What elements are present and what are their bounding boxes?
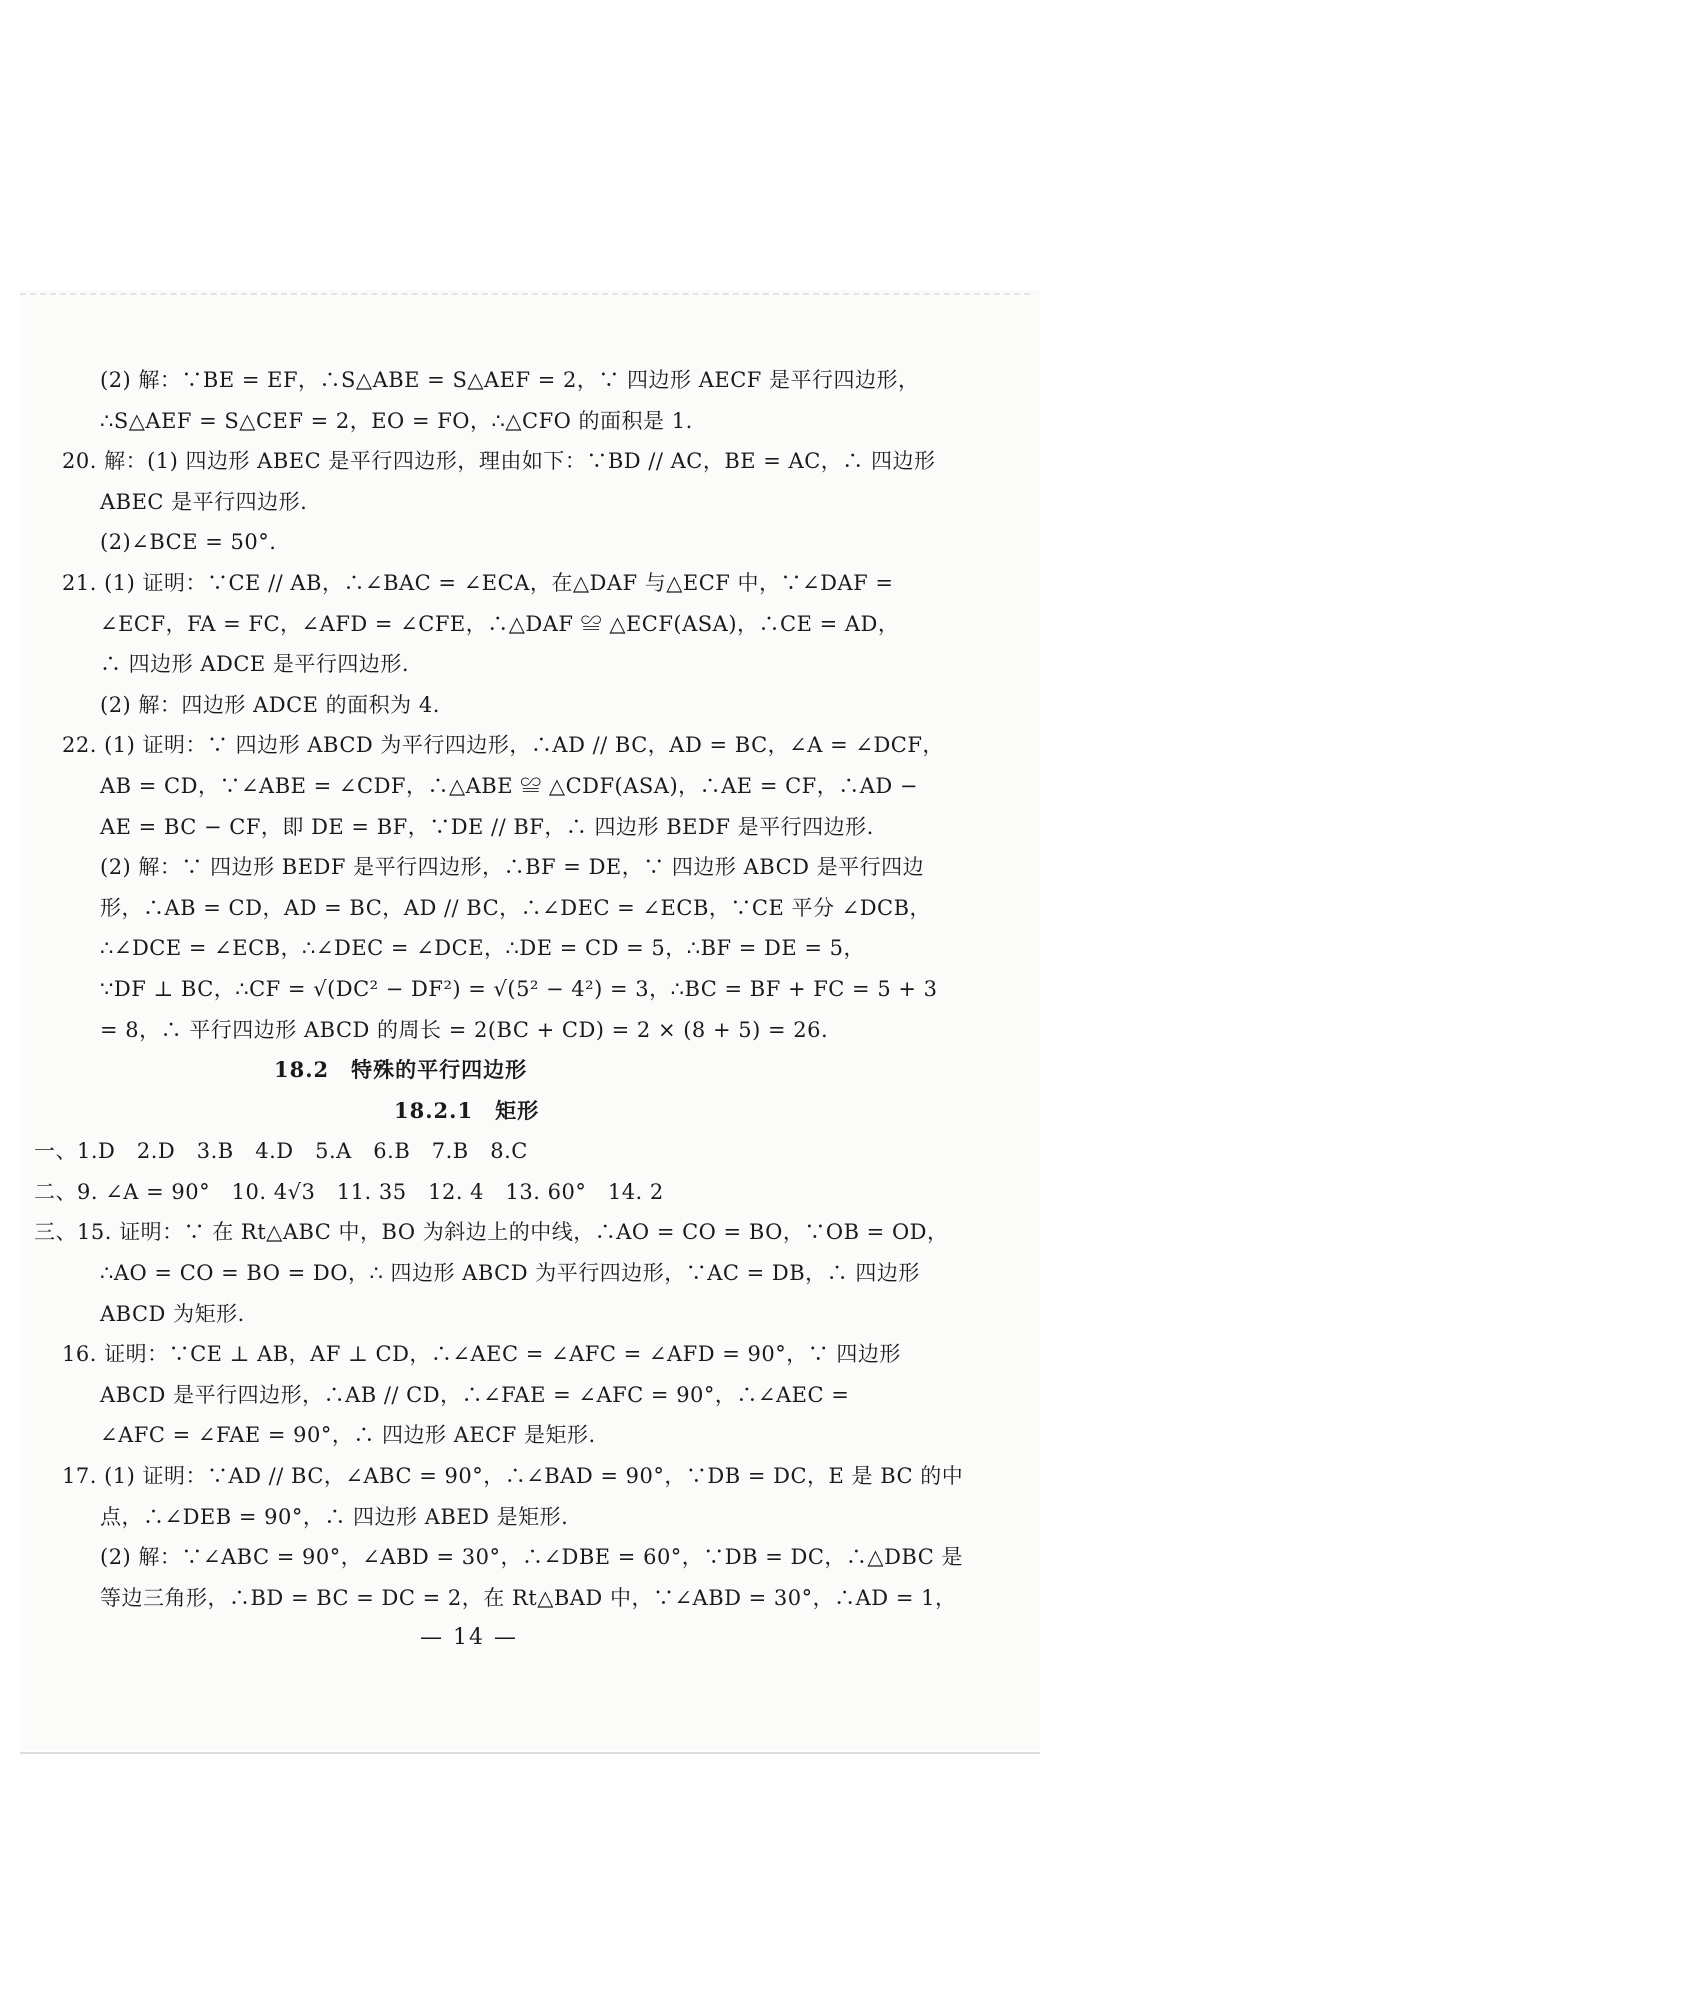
text-line: ABCD 是平行四边形，∴AB // CD，∴∠FAE = ∠AFC = 90°，∴∠AEC = bbox=[100, 1382, 850, 1407]
text-line: ∴ 四边形 ADCE 是平行四边形. bbox=[100, 652, 410, 677]
text-line: 三、15. 证明：∵ 在 Rt△ABC 中，BO 为斜边上的中线，∴AO = CO = BO，∵OB = OD， bbox=[34, 1220, 949, 1245]
text-line: 形，∴AB = CD，AD = BC，AD // BC，∴∠DEC = ∠ECB，∵CE 平分 ∠DCB， bbox=[100, 895, 932, 920]
text-line: 17. (1) 证明：∵AD // BC，∠ABC = 90°，∴∠BAD = 90°，∵DB = DC，E 是 BC 的中 bbox=[62, 1464, 964, 1489]
text-line: (2) 解：∵ 四边形 BEDF 是平行四边形，∴BF = DE，∵ 四边形 ABCD 是平行四边 bbox=[100, 855, 925, 880]
text-line: AB = CD，∵∠ABE = ∠CDF，∴△ABE ≌ △CDF(ASA)，∴AE = CF，∴AD − bbox=[100, 773, 918, 798]
text-line: 18.2 特殊的平行四边形 bbox=[274, 1057, 528, 1083]
text-line: ABEC 是平行四边形. bbox=[100, 489, 308, 514]
text-line: 二、9. ∠A = 90° 10. 4√3 11. 35 12. 4 13. 60° 14. 2 bbox=[34, 1179, 664, 1204]
page-number: — 14 — bbox=[420, 1625, 518, 1650]
text-line: 点，∴∠DEB = 90°，∴ 四边形 ABED 是矩形. bbox=[100, 1504, 569, 1529]
text-line: ∴AO = CO = BO = DO，∴ 四边形 ABCD 为平行四边形，∵AC = DB，∴ 四边形 bbox=[100, 1261, 920, 1286]
text-line: (2) 解：∵BE = EF，∴S△ABE = S△AEF = 2，∵ 四边形 AECF 是平行四边形， bbox=[100, 368, 920, 392]
text-line: 16. 证明：∵CE ⊥ AB，AF ⊥ CD，∴∠AEC = ∠AFC = ∠AFD = 90°，∵ 四边形 bbox=[62, 1342, 901, 1367]
text-line: AE = BC − CF，即 DE = BF，∵DE // BF，∴ 四边形 BEDF 是平行四边形. bbox=[100, 814, 874, 839]
text-line: ABCD 为矩形. bbox=[100, 1301, 245, 1326]
text-line: 等边三角形，∴BD = BC = DC = 2，在 Rt△BAD 中，∵∠ABD = 30°，∴AD = 1， bbox=[100, 1585, 957, 1610]
text-line: 22. (1) 证明：∵ 四边形 ABCD 为平行四边形，∴AD // BC，AD = BC，∠A = ∠DCF， bbox=[62, 733, 944, 758]
text-line: (2) 解：四边形 ADCE 的面积为 4. bbox=[100, 692, 440, 717]
text-line: 18.2.1 矩形 bbox=[394, 1097, 540, 1123]
sheet-top-edge bbox=[20, 293, 1030, 295]
sheet-bottom-edge bbox=[20, 1752, 1040, 1754]
text-line: 一、1.D 2.D 3.B 4.D 5.A 6.B 7.B 8.C bbox=[34, 1139, 528, 1164]
text-line: ∴∠DCE = ∠ECB，∴∠DEC = ∠DCE，∴DE = CD = 5，∴BF = DE = 5， bbox=[100, 936, 865, 961]
text-line: ∠ECF，FA = FC，∠AFD = ∠CFE，∴△DAF ≌ △ECF(ASA)，∴CE = AD， bbox=[100, 611, 900, 636]
text-line: ∴S△AEF = S△CEF = 2，EO = FO，∴△CFO 的面积是 1. bbox=[100, 408, 693, 433]
text-line: 20. 解：(1) 四边形 ABEC 是平行四边形，理由如下：∵BD // AC，BE = AC，∴ 四边形 bbox=[62, 449, 936, 474]
text-line: (2)∠BCE = 50°. bbox=[100, 530, 277, 555]
text-line: (2) 解：∵∠ABC = 90°，∠ABD = 30°，∴∠DBE = 60°，∵DB = DC，∴△DBC 是 bbox=[100, 1545, 963, 1570]
answer-text-block bbox=[34, 360, 964, 1618]
text-line: ∵DF ⊥ BC，∴CF = √(DC² − DF²) = √(5² − 4²) = 3，∴BC = BF + FC = 5 + 3 bbox=[100, 976, 938, 1001]
text-line: = 8，∴ 平行四边形 ABCD 的周长 = 2(BC + CD) = 2 × (8 + 5) = 26. bbox=[100, 1017, 829, 1042]
text-line: ∠AFC = ∠FAE = 90°，∴ 四边形 AECF 是矩形. bbox=[100, 1423, 596, 1448]
text-line: 21. (1) 证明：∵CE // AB，∴∠BAC = ∠ECA，在△DAF 与△ECF 中，∵∠DAF = bbox=[62, 570, 894, 595]
